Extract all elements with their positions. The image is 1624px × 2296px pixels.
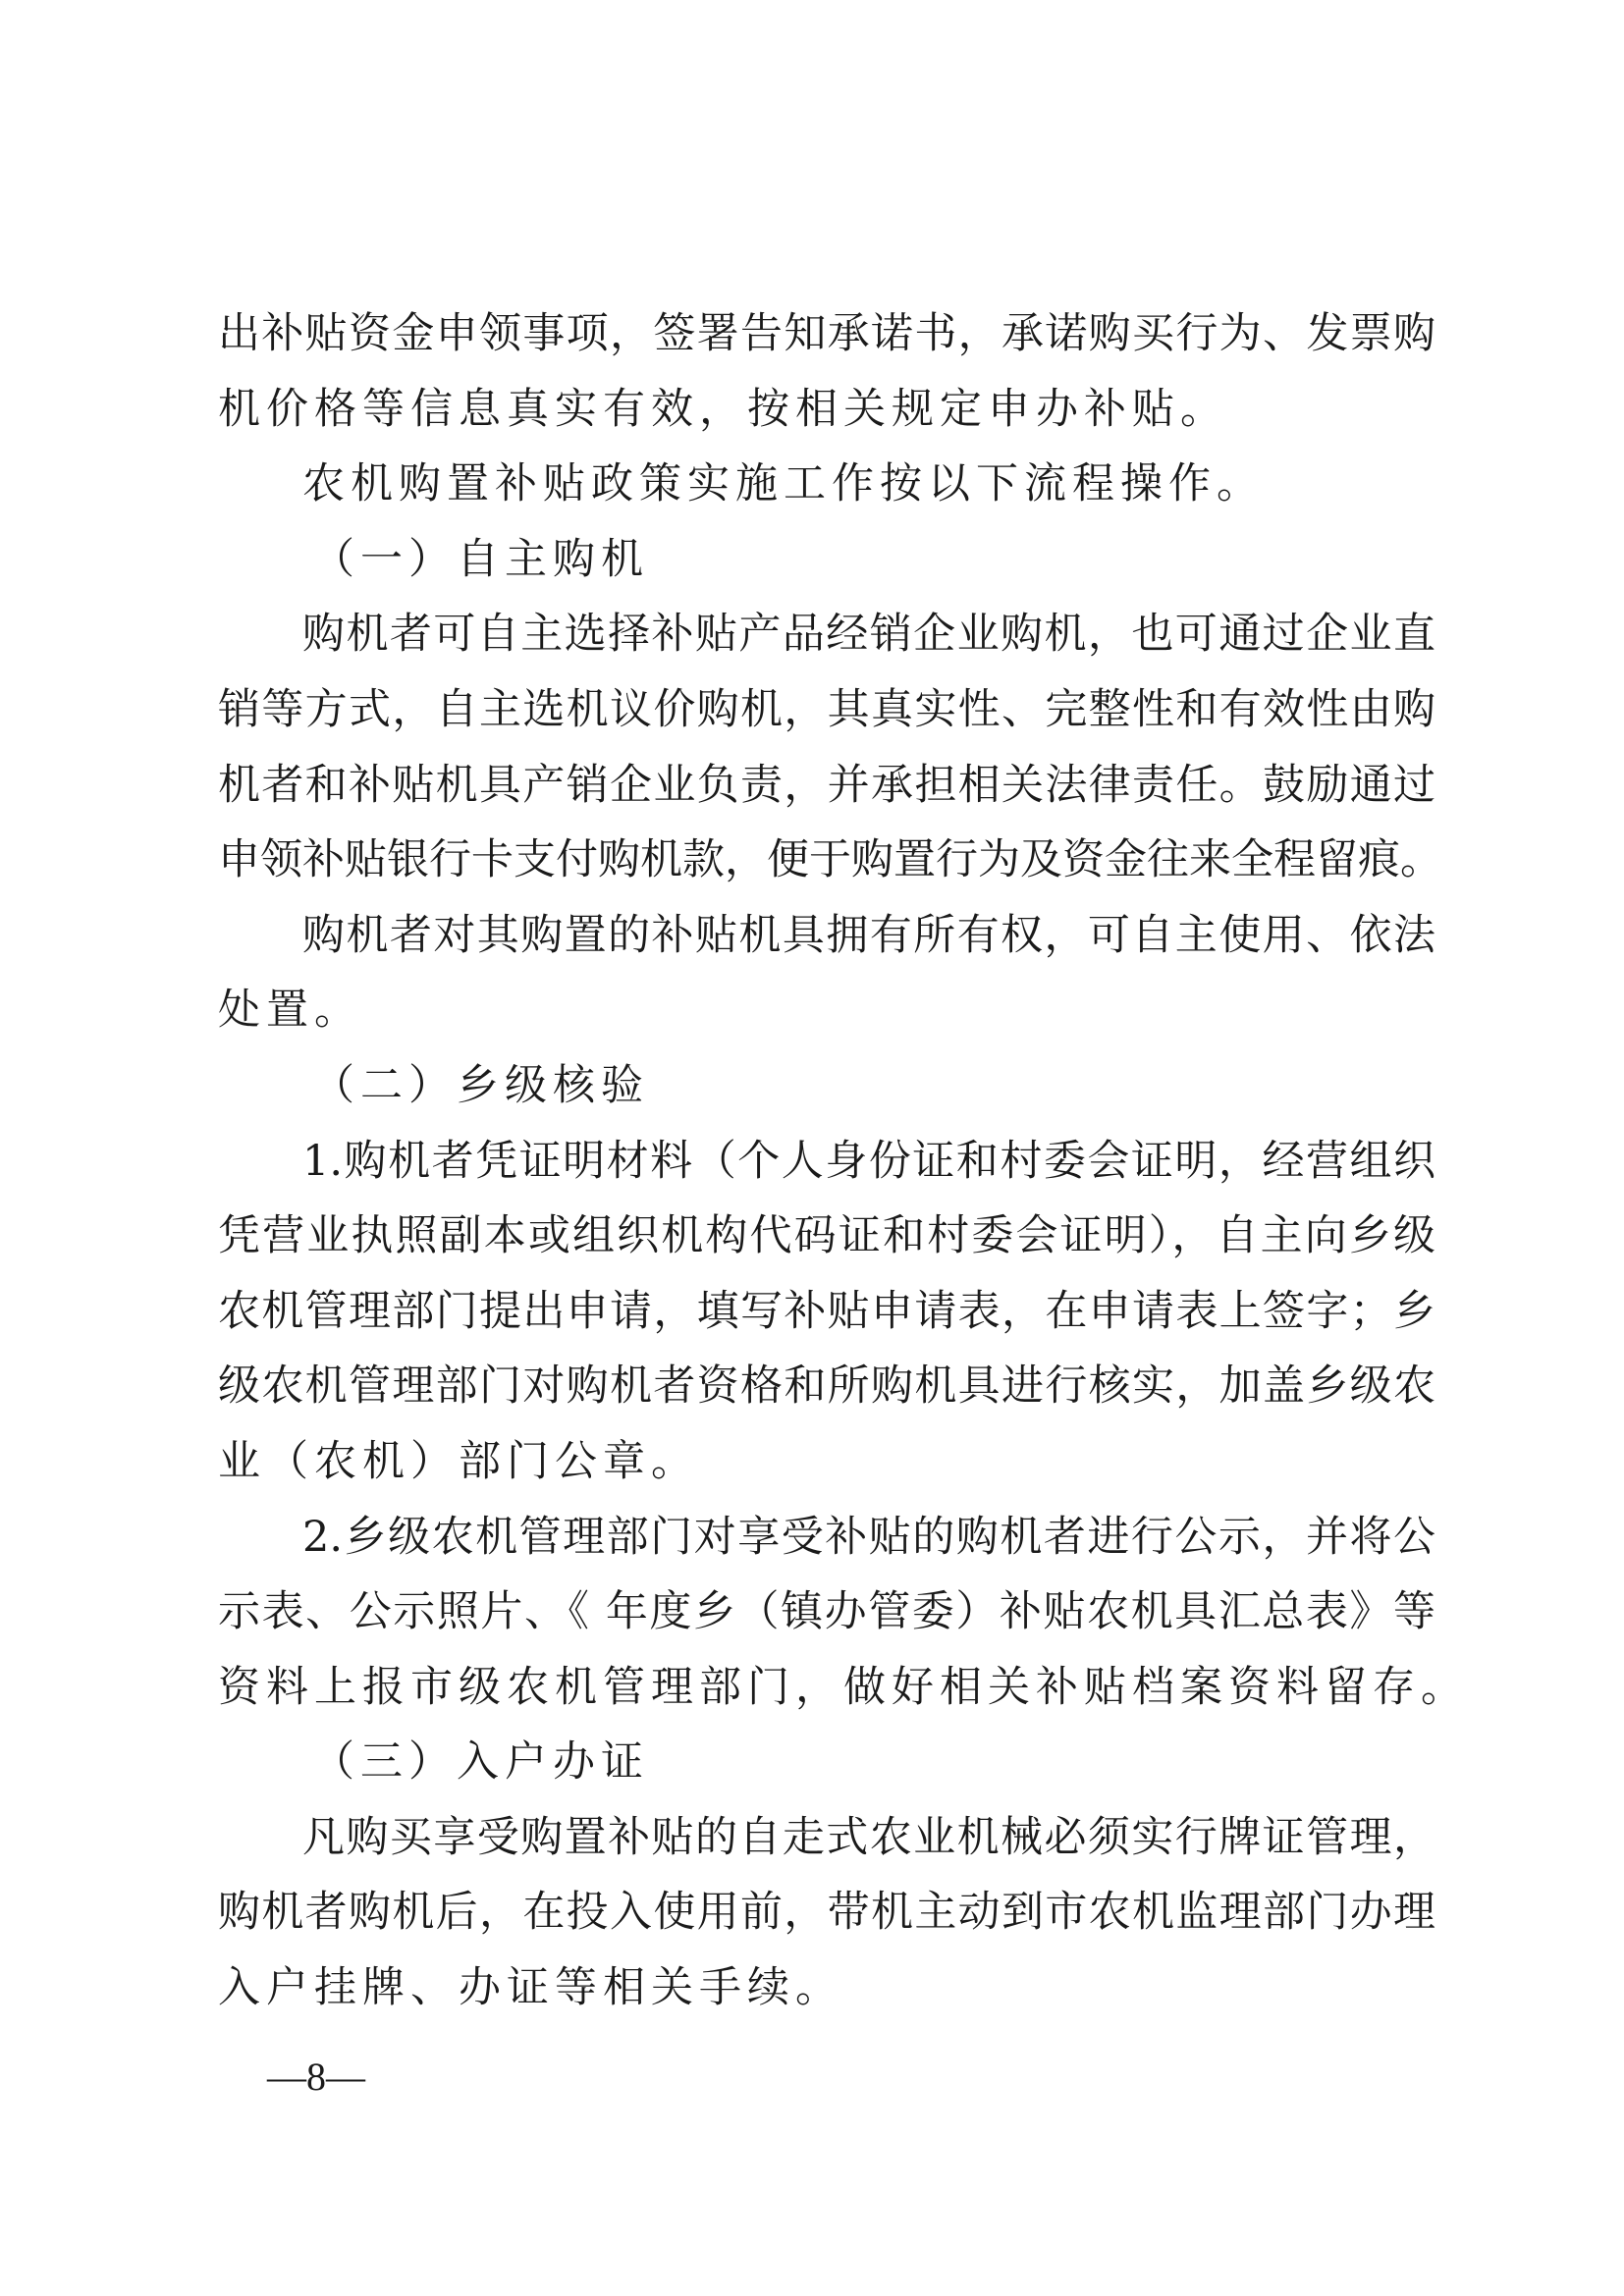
paragraph-line: 机价格等信息真实有效，按相关规定申办补贴。 xyxy=(218,384,1228,434)
paragraph-line: 机者和补贴机具产销企业负责，并承担相关法律责任。鼓励通过 xyxy=(218,760,1435,810)
paragraph-line: 2.乡级农机管理部门对享受补贴的购机者进行公示，并将公 xyxy=(302,1512,1435,1562)
paragraph-line: 凭营业执照副本或组织机构代码证和村委会证明），自主向乡级 xyxy=(218,1211,1435,1261)
page-number: —8— xyxy=(267,2055,365,2099)
paragraph-line: 申领补贴银行卡支付购机款，便于购置行为及资金往来全程留痕。 xyxy=(218,835,1442,885)
paragraph-line: 销等方式，自主选机议价购机，其真实性、完整性和有效性由购 xyxy=(218,684,1435,734)
paragraph-line: 凡购买享受购置补贴的自走式农业机械必须实行牌证管理， xyxy=(302,1812,1435,1862)
section-heading: （一）自主购机 xyxy=(312,534,649,584)
paragraph-line: 出补贴资金申领事项，签署告知承诺书，承诺购买行为、发票购 xyxy=(218,309,1435,358)
paragraph-line: 处置。 xyxy=(218,986,362,1036)
section-heading: （二）乡级核验 xyxy=(312,1060,649,1110)
paragraph-line: 入户挂牌、办证等相关手续。 xyxy=(218,1963,843,2013)
paragraph-line: 1.购机者凭证明材料（个人身份证和村委会证明，经营组织 xyxy=(302,1136,1435,1186)
paragraph-line: 级农机管理部门对购机者资格和所购机具进行核实，加盖乡级农 xyxy=(218,1362,1435,1412)
section-heading: （三）入户办证 xyxy=(312,1737,649,1788)
paragraph-line: 购机者购机后，在投入使用前，带机主动到市农机监理部门办理 xyxy=(218,1888,1435,1938)
paragraph-line: 业（农机）部门公章。 xyxy=(218,1436,699,1486)
paragraph-line: 农机管理部门提出申请，填写补贴申请表，在申请表上签字；乡 xyxy=(218,1286,1435,1336)
paragraph-line: 农机购置补贴政策实施工作按以下流程操作。 xyxy=(302,459,1265,509)
body-text xyxy=(218,296,1469,2026)
paragraph-line: 购机者对其购置的补贴机具拥有所有权，可自主使用、依法 xyxy=(302,910,1435,960)
paragraph-line: 资料上报市级农机管理部门，做好相关补贴档案资料留存。 xyxy=(218,1662,1469,1712)
paragraph-line: 示表、公示照片、《 年度乡（镇办管委）补贴农机具汇总表》等 xyxy=(218,1587,1435,1637)
paragraph-line: 购机者可自主选择补贴产品经销企业购机，也可通过企业直 xyxy=(302,610,1435,660)
